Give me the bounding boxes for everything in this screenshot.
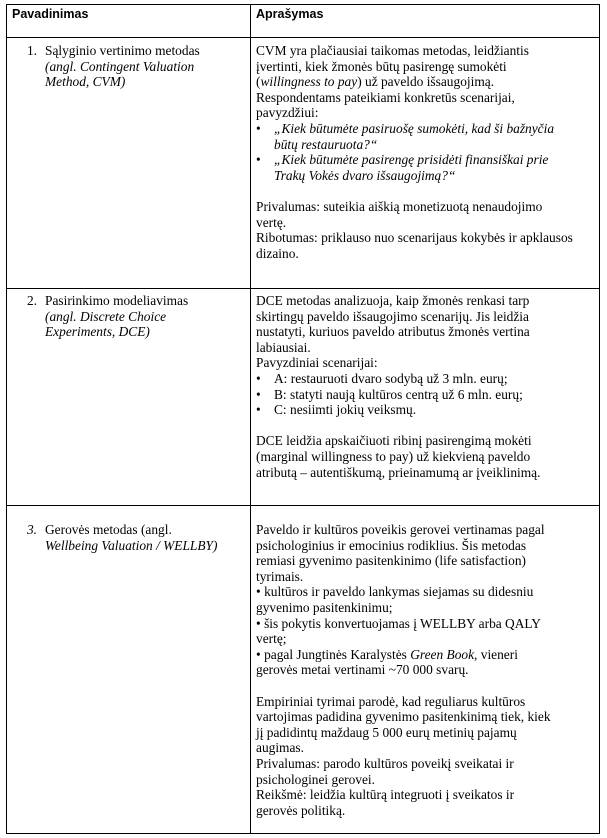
list-item: • „Kiek būtumėte pasirengę prisidėti finansiškai prie Trakų Vokės dvaro išsaugojimą?“: [256, 152, 549, 183]
description-text: Respondentams pateikiami konkretūs scenarijai, pavyzdžiui:: [256, 89, 515, 121]
list-item: • šis pokytis konvertuojamas į WELLBY arba QALY vertę;: [256, 615, 541, 647]
list-item: • „Kiek būtumėte pasiruošę sumokėti, kad ši bažnyčia būtų restauruota?“: [256, 120, 555, 152]
advantage-text: Privalumas: parodo kultūros poveikį sveikatai ir psichologinei gerovei.: [256, 755, 514, 787]
meaning-text: Reikšmė: leidžia kultūrą integruoti į sveikatos ir gerovės politiką.: [256, 787, 515, 818]
list-item: • A: restauruoti dvaro sodybą už 3 mln. eurų;: [256, 370, 508, 386]
header-name: Pavadinimas: [12, 7, 89, 21]
methods-table: [6, 4, 600, 834]
row-number: 2.: [26, 293, 37, 308]
row-number: 3.: [26, 522, 37, 537]
description-text: Empiriniai tyrimai parodė, kad reguliarus kultūros vartojimas padidina gyvenimo pasitenkinimą tiek, kiek jį padidintų maždaug 5 000 eurų metinių pajamų augimas.: [256, 693, 551, 756]
row-3-description: [256, 522, 556, 818]
row-divider: [7, 37, 599, 38]
row-3-name: [11, 522, 220, 553]
description-text: Paveldo ir kultūros poveikis gerovei vertinamas pagal psichologinius ir emocinius rodiklius. Šis metodas remiasi gyvenimo pasitenkinimo (life satisfaction) tyrimais.: [256, 522, 545, 584]
row-divider: [7, 505, 599, 506]
description-text: CVM yra plačiausiai taikomas metodas, leidžiantis įvertinti, kiek žmonės būtų pasirengę sumokėti (willingness to pay) už paveldo išsaugojimą.: [256, 43, 529, 90]
row-number: 1.: [26, 43, 37, 58]
list-item: • C: nesiimti jokių veiksmų.: [256, 402, 417, 418]
description-text: DCE leidžia apskaičiuoti ribinį pasirengimą mokėti (marginal willingness to pay) už kiekvieną paveldo atributą – autentiškumą, prieinamumą ar įveiklinimą.: [256, 433, 541, 480]
method-title: Sąlyginio vertinimo metodas: [45, 43, 200, 58]
row-2-name: [11, 293, 220, 340]
row-1-name: [11, 43, 220, 90]
header-description: Aprašymas: [256, 7, 324, 21]
method-english-name: Wellbeing Valuation / WELLBY): [45, 537, 218, 553]
list-item: • B: statyti naują kultūros centrą už 6 mln. eurų;: [256, 386, 523, 402]
row-2-description: [256, 293, 562, 480]
method-english-name: (angl. Contingent Valuation Method, CVM): [45, 58, 195, 90]
limitation-text: Ribotumas: priklauso nuo scenarijaus kokybės ir apklausos dizaino.: [256, 230, 573, 261]
column-divider: [250, 5, 251, 833]
row-divider: [7, 288, 599, 289]
description-text: Pavyzdiniai scenarijai:: [256, 355, 378, 371]
method-english-name: (angl. Discrete Choice Experiments, DCE): [45, 308, 167, 340]
list-item: • kultūros ir paveldo lankymas siejamas su didesniu gyvenimo pasitenkinimu;: [256, 584, 534, 615]
description-text: DCE metodas analizuoja, kaip žmonės renkasi tarp skirtingų paveldo išsaugojimo scenarijų. Jis leidžia nustatyti, kuriuos paveldo atributus žmonės vertina labiausiai.: [256, 293, 530, 355]
method-title: Pasirinkimo modeliavimas: [45, 293, 189, 308]
row-1-description: [256, 43, 574, 261]
list-item: • pagal Jungtinės Karalystės Green Book, vieneri gerovės metai vertinami ~70 000 svarų.: [256, 646, 518, 678]
advantage-text: Privalumas: suteikia aiškią monetizuotą nenaudojimo vertę.: [256, 198, 543, 230]
method-title: Gerovės metodas (angl.: [45, 522, 172, 537]
